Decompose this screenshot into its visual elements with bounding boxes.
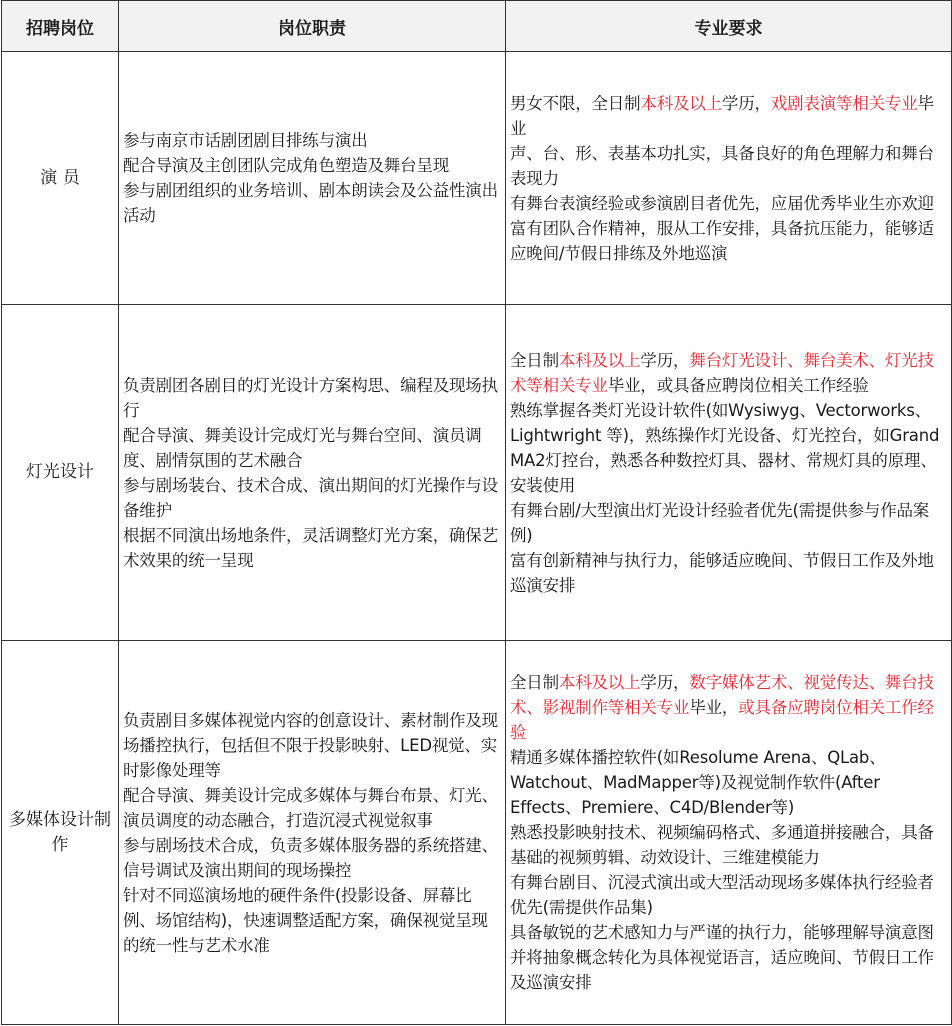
duty-item: 参与剧场技术合成，负责多媒体服务器的系统搭建、信号调试及演出期间的现场操控 [123,835,498,880]
header-requirements: 专业要求 [506,1,952,52]
requirement-item: 熟练掌握各类灯光设计软件(如Wysiwyg、Vectorworks、Lightwright 等)，熟练操作灯光设备、灯光控台，如Grand MA2灯控台，熟悉各种数控灯具、器材、常规灯具的原理、安装使用 [510,400,940,495]
table-row [2,305,952,641]
requirements-cell [506,305,952,641]
duty-item: 配合导演、舞美设计完成多媒体与舞台布景、灯光、演员调度的动态融合，打造沉浸式视觉叙事 [123,785,498,830]
recruitment-table [1,0,952,1025]
duties-cell [119,305,506,641]
requirements-cell [506,641,952,1025]
position-cell: 演 员 [2,52,119,305]
requirement-item: 熟悉投影映射技术、视频编码格式、多通道拼接融合，具备基础的视频剪辑、动效设计、三维建模能力 [510,823,934,867]
table-row [2,641,952,1025]
requirement-highlight: 数字媒体艺术、视觉传达、舞台技术、影视制作等相关专业 [510,673,934,717]
duty-item: 根据不同演出场地条件，灵活调整灯光方案，确保艺术效果的统一呈现 [123,525,498,570]
requirement-highlight: 本科及以上 [558,673,641,692]
requirement-text: 学历， [721,93,771,113]
requirement-highlight: 本科及以上 [558,350,641,370]
requirement-item: 声、台、形、表基本功扎实，具备良好的角色理解力和舞台表现力 [510,143,934,188]
header-duties: 岗位职责 [119,1,506,52]
header-position: 招聘岗位 [2,1,119,52]
requirement-highlight: 舞台灯光设计、舞台美术、灯光技术等相关专业 [510,350,934,395]
requirement-item: 有舞台剧/大型演出灯光设计经验者优先(需提供参与作品案例) [510,500,930,545]
position-cell: 多媒体设计制作 [2,641,119,1025]
requirement-text: 全日制 [510,350,559,370]
requirement-item: 有舞台表演经验或参演剧目者优先，应届优秀毕业生亦欢迎 [510,193,934,213]
requirement-item [510,670,948,745]
requirements-cell [506,52,952,305]
requirement-text: 男女不限，全日制 [510,93,641,113]
duty-item: 负责剧团各剧目的灯光设计方案构思、编程及现场执行 [123,375,498,420]
requirement-item: 精通多媒体播控软件(如Resolume Arena、QLab、Watchout、MadMapper等)及视觉制作软件(After Effects、Premiere、C4D/Blender等) [510,748,886,817]
requirement-text: 毕业 [510,93,934,138]
requirement-highlight: 戏剧表演等相关专业 [770,93,918,113]
requirement-text: 学历， [640,673,690,692]
duty-item: 参与剧团组织的业务培训、剧本朗读会及公益性演出活动 [123,181,498,225]
duty-item: 参与南京市话剧团剧目排练与演出 [123,131,368,150]
requirement-item [510,91,948,141]
requirement-text: 毕业，或具备应聘岗位相关工作经验 [607,375,869,395]
requirement-item: 富有团队合作精神，服从工作安排，具备抗压能力，能够适应晚间/节假日排练及外地巡演 [510,218,934,263]
requirement-item: 有舞台剧目、沉浸式演出或大型活动现场多媒体执行经验者优先(需提供作品集) [510,873,934,917]
position-cell: 灯光设计 [2,305,119,641]
requirement-item: 富有创新精神与执行力，能够适应晚间、节假日工作及外地巡演安排 [510,550,934,595]
requirement-item [510,348,948,398]
header-row [2,1,952,52]
requirement-text: 学历， [640,350,690,370]
table-row [2,52,952,305]
requirement-highlight: 或具备应聘岗位相关工作经验 [510,698,934,742]
duties-cell [119,52,506,305]
requirement-highlight: 本科及以上 [640,93,722,113]
duty-item: 针对不同巡演场地的硬件条件(投影设备、屏幕比例、场馆结构)，快速调整适配方案，确保视觉呈现的统一性与艺术水准 [123,885,488,955]
duty-item: 配合导演及主创团队完成角色塑造及舞台呈现 [123,156,450,175]
duty-item: 配合导演、舞美设计完成灯光与舞台空间、演员调度、剧情氛围的艺术融合 [123,425,482,470]
requirement-text: 毕业， [689,698,739,717]
requirement-item: 具备敏锐的艺术感知力与严谨的执行力，能够理解导演意图并将抽象概念转化为具体视觉语言，适应晚间、节假日工作及巡演安排 [510,923,934,992]
duty-item: 参与剧场装台、技术合成、演出期间的灯光操作与设备维护 [123,475,498,520]
duties-cell [119,641,506,1025]
duty-item: 负责剧目多媒体视觉内容的创意设计、素材制作及现场播控执行，包括但不限于投影映射、LED视觉、实时影像处理等 [123,710,498,780]
requirement-text: 全日制 [510,673,559,692]
